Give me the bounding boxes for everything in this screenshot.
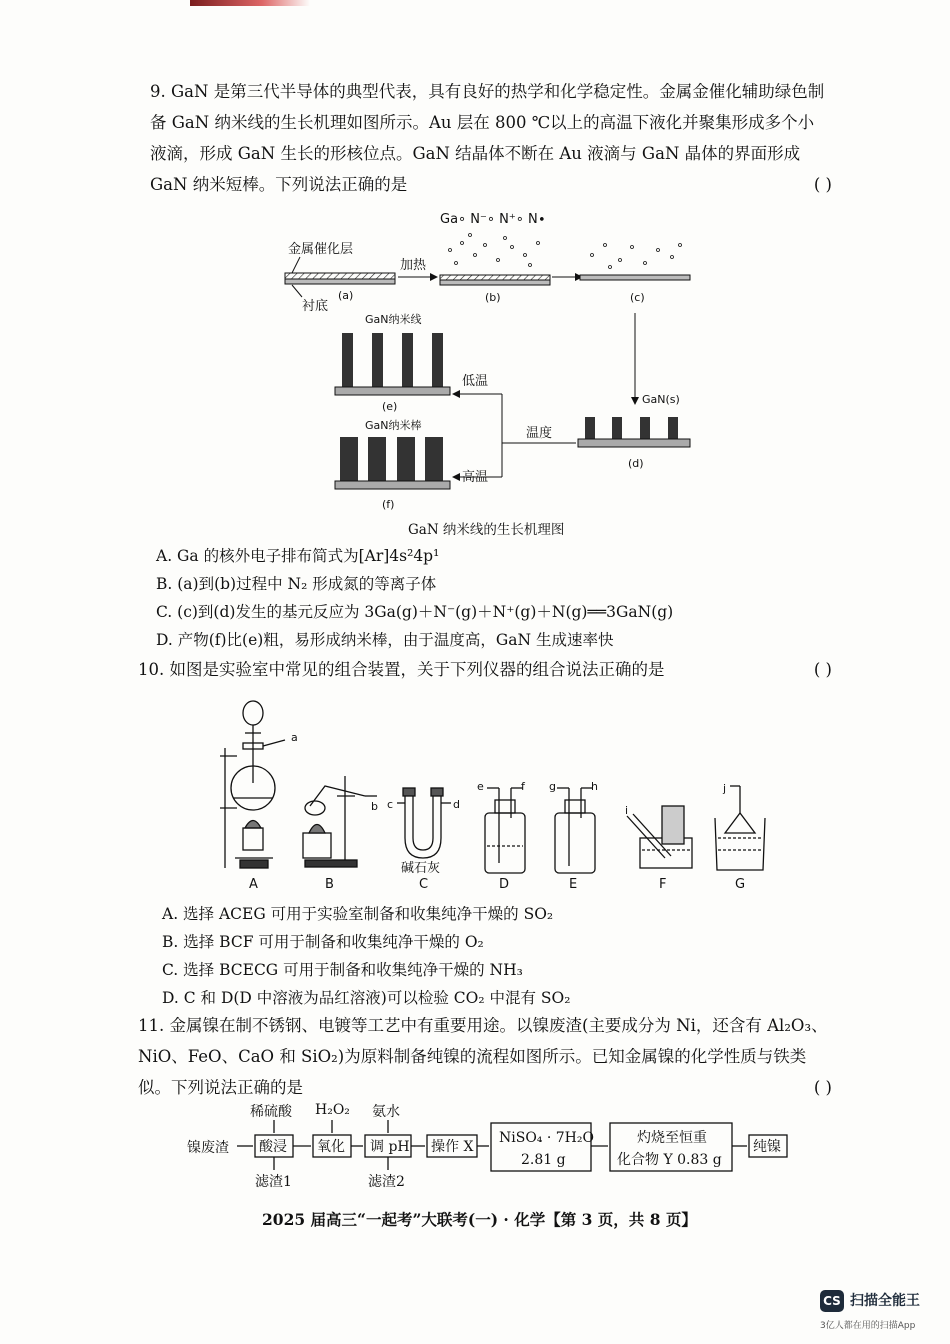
scanner-app-tagline: 3亿人都在用的扫描App — [820, 1321, 916, 1331]
q9-label-a: (a) — [338, 289, 354, 302]
apparatus-e-bottle — [555, 788, 595, 873]
calcine-step: 灼烧至恒重 — [637, 1130, 707, 1146]
q9-plasma-particles-b — [449, 234, 540, 267]
scanner-app-name: 扫描全能王 — [850, 1293, 920, 1309]
q9-label-nanowire: GaN纳米线 — [365, 313, 422, 326]
final-pure-nickel: 纯镍 — [753, 1139, 781, 1155]
question-10 — [138, 654, 830, 685]
q10-line-1: 10. 如图是实验室中常见的组合装置，关于下列仪器的组合说法正确的是 — [138, 660, 665, 679]
label-g: G — [735, 877, 746, 892]
q9-label-gans: GaN(s) — [642, 393, 680, 406]
label-e: E — [569, 877, 578, 892]
q11-line-2: NiO、FeO、CaO 和 SiO₂)为原料制备纯镍的流程如图所示。已知金属镍的化学性质与铁类 — [138, 1047, 807, 1066]
q9-nanorods-f — [340, 437, 443, 481]
q10-option-b[interactable]: B. 选择 BCF 可用于制备和收集纯净干燥的 O₂ — [162, 933, 484, 951]
q9-substrate-c — [580, 275, 690, 280]
reagent-sulfuric-acid: 稀硫酸 — [250, 1104, 292, 1120]
q11-line-1: 11. 金属镍在制不锈钢、电镀等工艺中有重要用途。以镍废渣(主要成分为 Ni，还含有 Al₂O₃、 — [138, 1016, 828, 1035]
q9-option-b[interactable]: B. (a)到(b)过程中 N₂ 形成氮的等离子体 — [156, 575, 437, 593]
q11-line-3: 似。下列说法正确的是 — [138, 1078, 303, 1097]
apparatus-b — [303, 776, 377, 867]
q9-growth-mechanism-figure — [280, 205, 710, 515]
q9-label-nanorod: GaN纳米棒 — [365, 419, 422, 432]
q10-answer-paren: ( ) — [813, 660, 832, 679]
q9-label-substrate: 衬底 — [302, 299, 329, 314]
scanner-logo-icon: CS — [820, 1290, 844, 1312]
residue-2: 滤渣2 — [368, 1174, 405, 1190]
q10-apparatus-figure — [215, 688, 775, 893]
q9-label-d: (d) — [628, 457, 644, 470]
q9-substrate-b — [440, 280, 550, 285]
q9-label-temperature: 温度 — [526, 426, 553, 441]
port-d: d — [453, 798, 460, 811]
port-c: c — [387, 798, 394, 811]
q9-substrate-a — [285, 279, 395, 284]
step-acid-leach: 酸浸 — [259, 1139, 287, 1155]
label-b: B — [325, 877, 334, 892]
compound-y: 化合物 Y 0.83 g — [617, 1152, 722, 1168]
step-adjust-ph: 调 pH — [370, 1139, 410, 1155]
q9-line-4: GaN 纳米短棒。下列说法正确的是 — [150, 175, 408, 194]
q9-species-legend: Ga∘ N⁻∘ N⁺∘ N∙ — [440, 212, 546, 227]
reagent-h2o2: H₂O₂ — [315, 1102, 350, 1118]
q9-substrate-e — [335, 387, 450, 395]
q9-label-f: (f) — [382, 498, 395, 511]
q10-option-a[interactable]: A. 选择 ACEG 可用于实验室制备和收集纯净干燥的 SO₂ — [162, 905, 554, 923]
step-oxidation: 氧化 — [317, 1139, 345, 1155]
apparatus-c-u-tube — [397, 788, 451, 858]
question-11 — [138, 1010, 830, 1103]
q9-line-3: 液滴，形成 GaN 生长的形核位点。GaN 结晶体不断在 Au 液滴与 GaN 晶体的界面形成 — [150, 144, 801, 163]
q10-option-d[interactable]: D. C 和 D(D 中溶液为品红溶液)可以检验 CO₂ 中混有 SO₂ — [162, 989, 571, 1007]
label-c: C — [419, 877, 429, 892]
q9-line-1: 9. GaN 是第三代半导体的典型代表，具有良好的热学和化学稳定性。金属金催化辅助绿色制 — [150, 82, 825, 101]
q9-label-metal-layer: 金属催化层 — [288, 242, 354, 257]
port-a: a — [291, 731, 298, 744]
q9-figure-caption: GaN 纳米线的生长机理图 — [408, 522, 565, 538]
q9-label-b: (b) — [485, 291, 501, 304]
port-b: b — [371, 800, 378, 813]
q9-label-e: (e) — [382, 400, 398, 413]
q9-option-c[interactable]: C. (c)到(d)发生的基元反应为 3Ga(g)＋N⁻(g)＋N⁺(g)＋N(g)══3GaN(g) — [156, 603, 674, 621]
q9-metal-layer — [285, 273, 395, 279]
page-footer: 2025 届高三“一起考”大联考(一) · 化学【第 3 页，共 8 页】 — [262, 1210, 697, 1229]
q9-nanowires-e — [342, 333, 443, 387]
q11-flowchart — [185, 1098, 795, 1193]
flow-start: 镍废渣 — [187, 1140, 229, 1156]
port-f: f — [521, 780, 525, 793]
top-edge-mark — [190, 0, 310, 6]
apparatus-g-beaker — [715, 786, 765, 870]
q9-option-a[interactable]: A. Ga 的核外电子排布简式为[Ar]4s²4p¹ — [156, 547, 440, 565]
label-a: A — [249, 877, 258, 892]
port-j: j — [723, 782, 727, 795]
reagent-ammonia: 氨水 — [372, 1104, 400, 1120]
q9-label-high-temp: 高温 — [462, 470, 489, 485]
apparatus-a — [220, 701, 285, 868]
q9-line-2: 备 GaN 纳米线的生长机理如图所示。Au 层在 800 ℃以上的高温下液化并聚集形成多个小 — [150, 113, 815, 132]
q11-answer-paren: ( ) — [813, 1078, 832, 1097]
q9-option-d[interactable]: D. 产物(f)比(e)粗，易形成纳米棒，由于温度高，GaN 生成速率快 — [156, 631, 614, 649]
apparatus-f-trough — [627, 806, 692, 868]
residue-1: 滤渣1 — [255, 1174, 292, 1190]
q9-short-rods-d — [585, 417, 678, 439]
label-f: F — [659, 877, 667, 892]
label-d: D — [499, 877, 510, 892]
q10-option-c[interactable]: C. 选择 BCECG 可用于制备和收集纯净干燥的 NH₃ — [162, 961, 523, 979]
step-operation-x: 操作 X — [431, 1139, 474, 1155]
port-e: e — [477, 780, 484, 793]
q9-substrate-d — [578, 439, 690, 447]
q9-label-c: (c) — [630, 291, 645, 304]
apparatus-d-bottle — [485, 788, 525, 873]
port-h: h — [591, 780, 598, 793]
q9-plasma-particles-c — [591, 244, 682, 269]
port-g: g — [549, 780, 556, 793]
soda-lime-label: 碱石灰 — [401, 861, 441, 876]
q9-label-low-temp: 低温 — [462, 374, 489, 389]
q9-label-heat: 加热 — [400, 258, 427, 273]
question-9 — [150, 76, 830, 200]
port-i: i — [625, 804, 629, 817]
q9-answer-paren: ( ) — [813, 175, 832, 194]
product-niso4-mass: 2.81 g — [521, 1152, 566, 1168]
product-niso4-formula: NiSO₄ · 7H₂O — [499, 1130, 594, 1146]
q9-substrate-f — [335, 481, 450, 489]
